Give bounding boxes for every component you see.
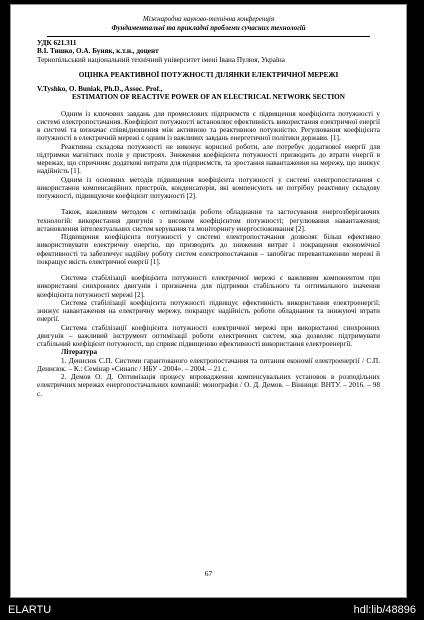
paper-body — [37, 39, 380, 398]
references-heading: Література — [61, 348, 98, 357]
header-rule — [47, 36, 370, 37]
conference-name: Міжнародна науково-технічна конференція — [142, 15, 275, 23]
paragraph: Система стабілізації коефіцієнта потужності електричної мережі є важливим компонентом при використанні синхронних двигунів і призначена для підтримки стабільного та оптимального значення коефіцієнта потужності мережі [2]. — [37, 274, 380, 299]
authors: В.І. Тишко, О.А. Буняк, к.т.н., доцент — [37, 47, 159, 56]
reference-item: 2. Демов О. Д. Оптимізація процесу впровадження компенсувальних установок в розподільних електричних мережах енергопостачальних компаній: монографія / О. Д. Демов. – Вінниця: ВНТУ. – 2016. – 98 с. — [37, 373, 380, 398]
paper-title-en: ESTIMATION OF REACTIVE POWER OF AN ELECTRICAL NETWORK SECTION — [72, 93, 345, 102]
paragraph: Реактивна складова потужності не виконує корисної роботи, але потребує додаткової енергії для підтримки магнітних полів у пристроях. Зниження коефіцієнта потужності призводить до втрати енергії в мережах, що спричиняє додаткові витрати для підприємств, та зростання навантаження на мережу, що знижує надійність [1]. — [37, 142, 380, 176]
paper-title: ОЦІНКА РЕАКТИВНОЇ ПОТУЖНОСТІ ДІЛЯНКИ ЕЛЕКТРИЧНОЇ МЕРЕЖІ — [78, 70, 339, 79]
running-header — [19, 15, 398, 32]
paragraph: Підвищення коефіцієнта потужності у системі електропостачання дозволяє більш ефективно використовувати електричну енергію, що призводить до зниження витрат і покращення економічної ефективності та забезпечує надійну роботу систем електропостачання – запобігає перевантаженню мережі й покращує якість електричної енергії [1]. — [37, 233, 380, 266]
udc-code: УДК 621.311 — [37, 39, 77, 47]
section-name: Фундаментальні та прикладні проблеми сучасних технологій — [111, 23, 306, 32]
paragraph: Система стабілізації коефіцієнта потужності підвищує ефективність використання електроенергії; знижує навантаження на електричну мережу, покращує надійність роботи обладнання та знижуючі втрати енергії. — [37, 298, 380, 324]
paragraph: Одним із основних методів підвищення коефіцієнта потужності у системі електропостачання є використання компенсаційних пристроїв, конденсаторів, які компенсують не потрібну реактивну складову потужності, підвищуючи коефіцієнт потужності [2]. — [37, 175, 380, 200]
document-page — [10, 4, 407, 598]
paragraph: Одним із ключових завдань для промислових підприємств є підвищення коефіцієнта потужності у системі електропостачання. Коефіцієнт потужності встановлює ефективність використання електричної енергії в системі та визначає співвідношення між активною та реактивною потужністю. Регулювання коефіцієнта потужності в електричній мережі є одним із важливих завдань енергетичної політики держави. [1]. — [37, 109, 380, 143]
affiliation: Тернопільський національний технічний університет імені Івана Пулюя, Україна — [37, 55, 285, 64]
paragraph: Також, важливим методом є оптимізація роботи обладнання та застосування енергозберігаючих технологій: використання двигунів з високим коефіцієнтом потужності; регулювання навантаження; встановлення інтелектуальних систем керування та моніторингу енергоспоживання [2]. — [37, 208, 380, 233]
page-number: 67 — [204, 569, 213, 578]
reference-item: 1. Денисюк С.П. Системи гарантованого електропостачання та питання економії електроенергії / С.П. Денисюк. – К.: Семінар «Синапс / НБУ - 2004». – 2004. – 21 с. — [37, 356, 380, 373]
repository-label: ELARTU — [8, 604, 52, 616]
paragraph: Система стабілізації коефіцієнта потужності електричної мережі при використанні синхронних двигунів – важливий інструмент оптимізації роботи електричних систем, яка дозволяє підтримувати стабільний коефіцієнт потужності, що сприяє підвищенню ефективності використання електроенергії. — [37, 323, 380, 348]
authors-en: V.Tyshko, O. Buniak, Ph.D., Assoc. Prof., — [37, 85, 163, 93]
viewer-footer — [0, 600, 424, 620]
handle-label: hdl:lib/48896 — [353, 604, 416, 616]
